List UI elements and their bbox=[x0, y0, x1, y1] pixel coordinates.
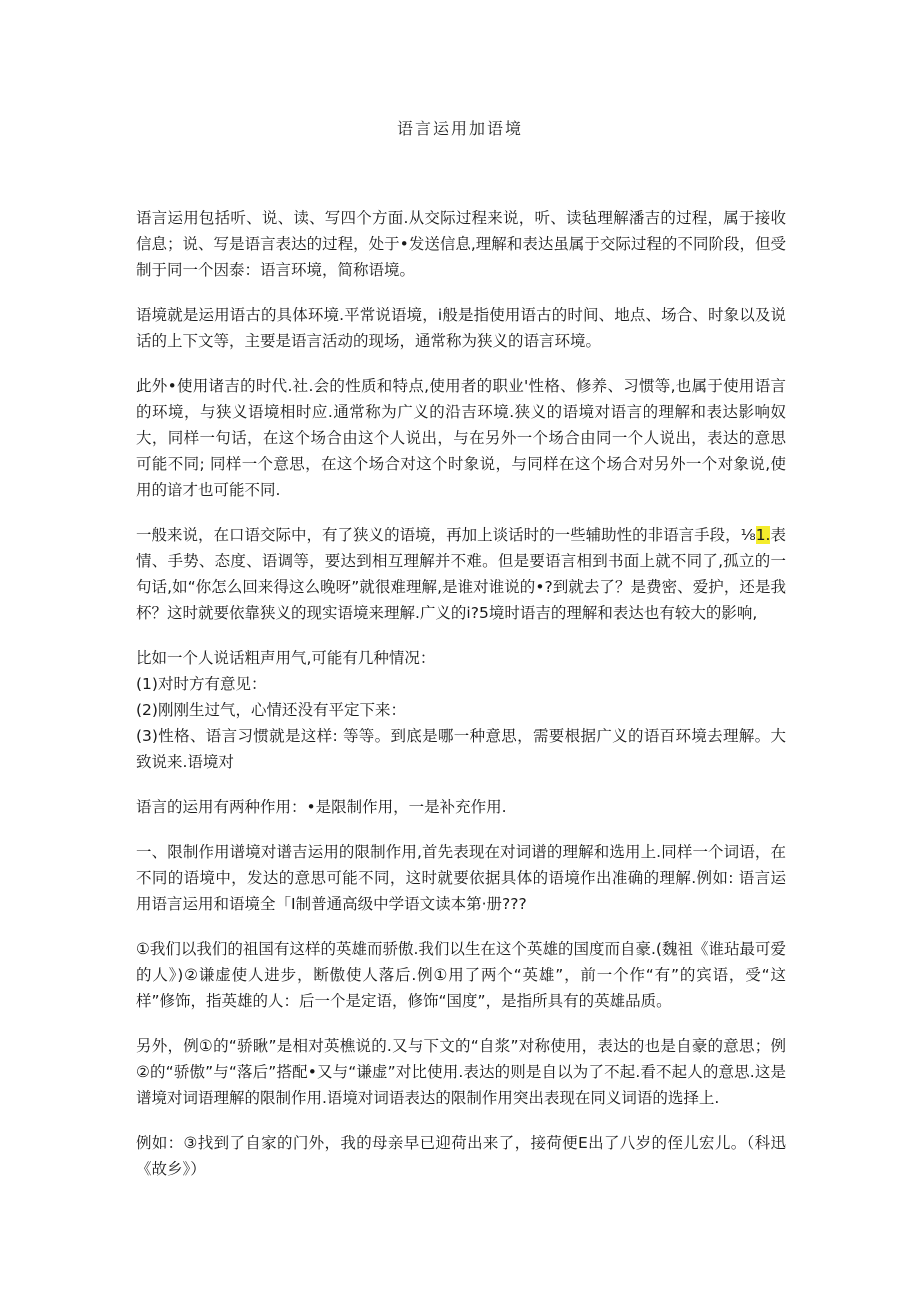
paragraph-8: ①我们以我们的祖国有这样的英雄而骄傲.我们以生在这个英雄的国度而自豪.(魏祖《谁玷最可爱的人》)②谦虚使人进步，断傲使人落后.例①用了两个“英雄”，前一个作“有”的宾语，受“这样”修饰，指英雄的人：后一个是定语，修饰“国度”，是指所具有的英雄品质。 bbox=[136, 940, 786, 1010]
paragraph-7: 一、限制作用谱境对谱吉运用的限制作用,首先表现在对词谱的理解和选用上.同样一个词语，在不同的语境中，发达的意思可能不同，这时就要依据具体的语境作出准确的理解.例如: 语言运用语言运用和语境全「I制普通高级中学语文读本第·册??? bbox=[136, 843, 786, 913]
page-title: 语言运用加语境 bbox=[396, 119, 523, 138]
list-item-2: (2)刚刚生过气，心情还没有平定下来： bbox=[136, 701, 406, 719]
list-item-3: (3)性格、语言习惯就是这样: 等等。到底是哪一种意思，需要根据广义的语百环境去理解。大致说来.语境对 bbox=[136, 727, 786, 771]
paragraph-1: 语言运用包括听、说、读、写四个方面.从交际过程来说，听、读毡理解潘吉的过程，属于接收信息；说、写是语言表达的过程，处于•发送信息,理解和表达虽属于交际过程的不同阶段，但受制于同一个因泰：语言环境，简称语境。 bbox=[136, 209, 786, 279]
highlighted-text: 1. bbox=[755, 526, 771, 544]
paragraph-6: 语言的运用有两种作用：•是限制作用，一是补充作用. bbox=[136, 798, 507, 816]
paragraph-5-intro: 比如一个人说话粗声用气,可能有几种情况： bbox=[136, 649, 436, 667]
document-body bbox=[136, 205, 786, 1182]
paragraph-4-text-before: 一般来说，在口语交际中，有了狭义的语境，再加上谈话时的一些辅助性的非语言手段，⅛ bbox=[136, 526, 756, 544]
paragraph-2: 语境就是运用语古的具体环境.平常说语境，i般是指使用语古的时间、地点、场合、时象以及说话的上下文等，主要是语言活动的现场，通常称为狭义的语言环境。 bbox=[136, 306, 786, 350]
list-item-1: (1)对时方有意见： bbox=[136, 675, 267, 693]
paragraph-3: 此外•使用诸吉的时代.社.会的性质和特点,使用者的职业'性格、修养、习惯等,也属于使用语言的环境，与狭义语境相时应.通常称为广义的沿吉环境.狭义的语境对语言的理解和表达影响奴大，同样一句话，在这个场合由这个人说出，与在另外一个场合由同一个人说出，表达的意思可能不同; 同样一个意思，在这个场合对这个时象说，与同样在这个场合对另外一个对象说,使用的谙才也可能不同. bbox=[136, 377, 786, 499]
paragraph-4-text-after: 表情、手势、态度、语调等，要达到相互理解并不难。但是要语言相到书面上就不同了,孤立的一句话,如“你怎么回来得这么晚呀”就很难理解,是谁对谁说的•?到就去了？是费密、爱护，还是我杯？这时就要依靠狭义的现实语境来理解.广义的i?5境时语吉的理解和表达也有较大的影响, bbox=[136, 526, 786, 622]
paragraph-10: 例如：③找到了自家的门外，我的母亲早已迎荷出来了，接荷便E出了八岁的侄儿宏儿。（科迅《故乡》） bbox=[136, 1134, 786, 1178]
paragraph-9: 另外，例①的“骄瞅”是相对英樵说的.又与下文的“自浆”对称使用，表达的也是自豪的意思；例②的“骄傲”与“落后”搭配•又与“谦虚”对比使用.表达的则是自以为了不起.看不起人的意思.这是谱境对词语理解的限制作用.语境对词语表达的限制作用突出表现在同义词语的选择上. bbox=[136, 1037, 786, 1107]
paragraph-4 bbox=[136, 522, 786, 626]
paragraph-5 bbox=[136, 645, 786, 775]
